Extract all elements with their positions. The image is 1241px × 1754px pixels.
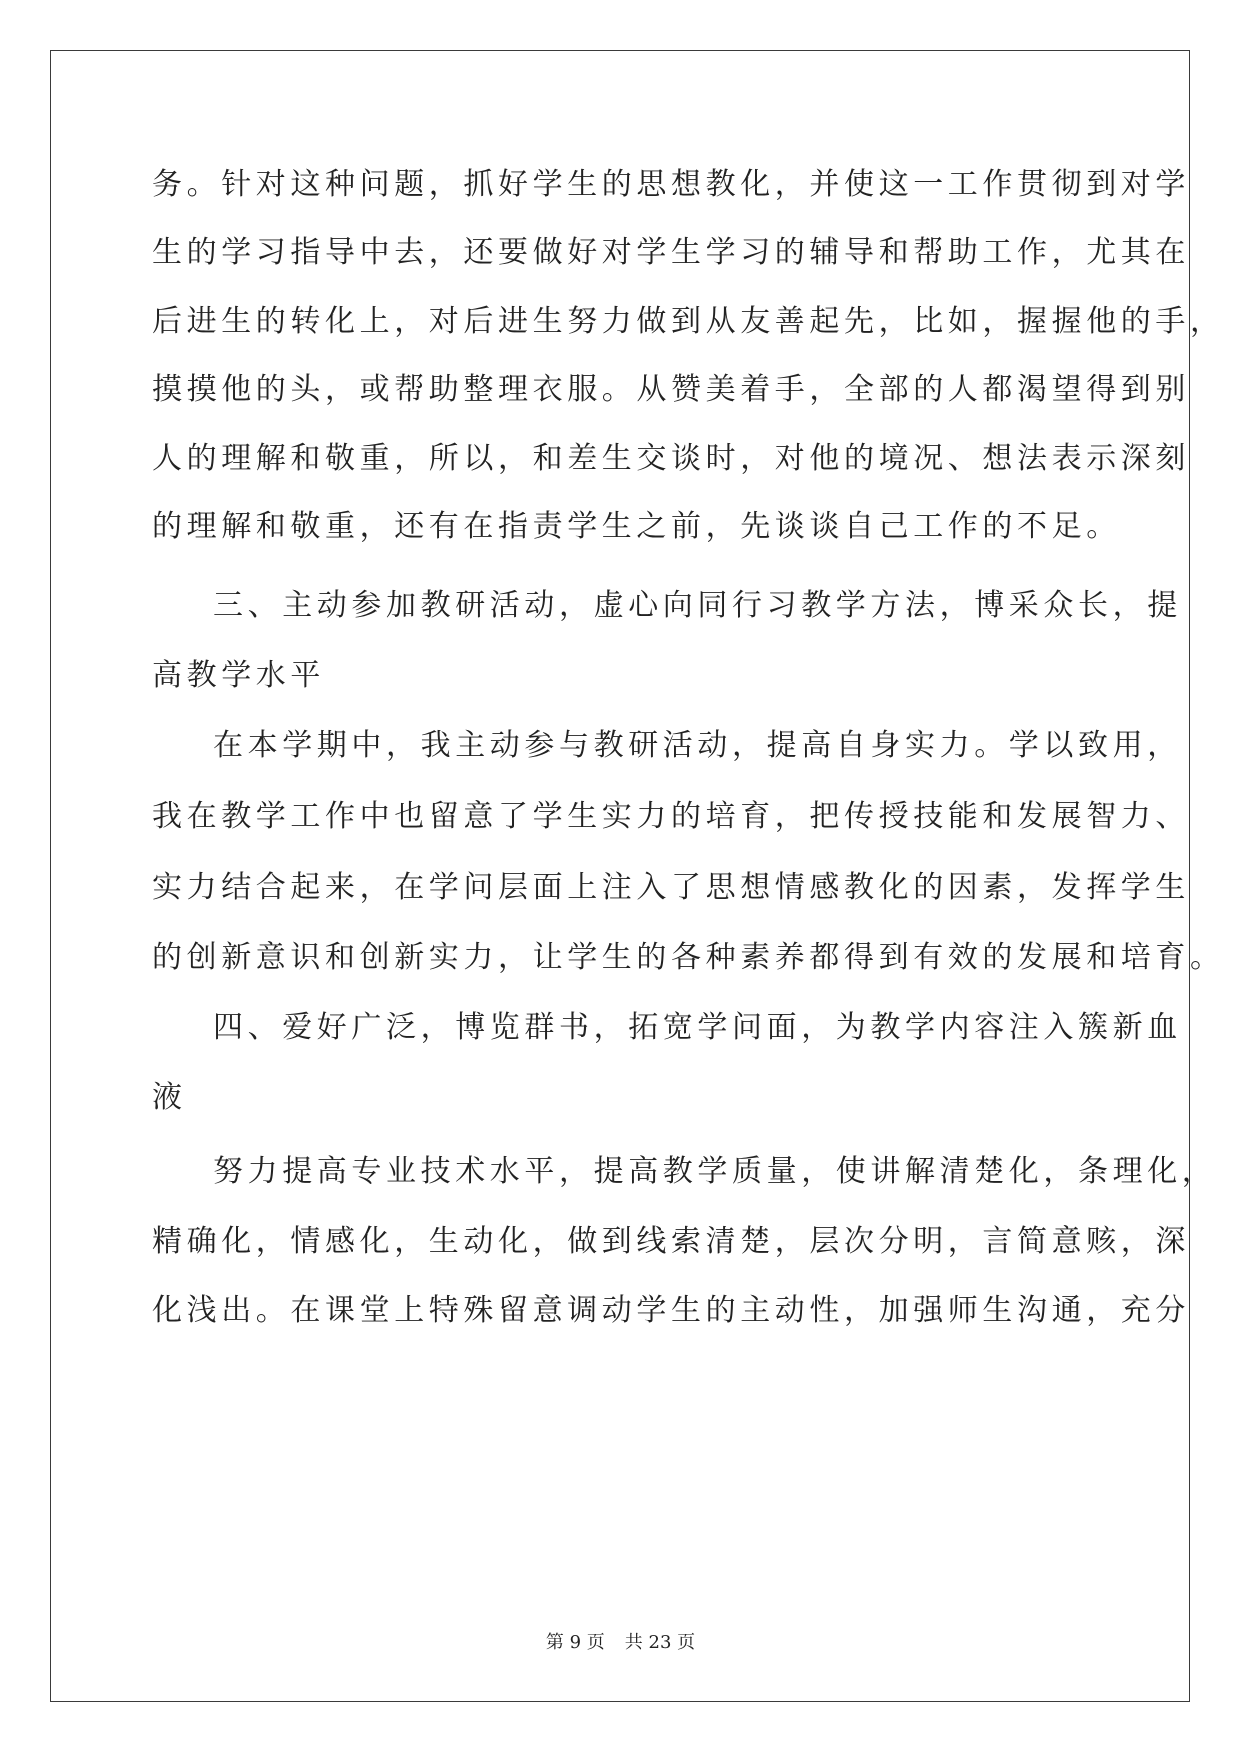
body-line: 生的学习指导中去，还要做好对学生学习的辅导和帮助工作，尤其在 <box>152 235 1190 270</box>
body-line: 实力结合起来，在学问层面上注入了思想情感教化的因素，发挥学生 <box>152 870 1190 905</box>
body-line: 化浅出。在课堂上特殊留意调动学生的主动性，加强师生沟通，充分 <box>152 1293 1190 1328</box>
body-line: 在本学期中，我主动参与教研活动，提高自身实力。学以致用， <box>213 728 1182 763</box>
body-line: 的理解和敬重，还有在指责学生之前，先谈谈自己工作的不足。 <box>152 509 1121 544</box>
body-line: 后进生的转化上，对后进生努力做到从友善起先，比如，握握他的手， <box>152 304 1225 339</box>
page-total: 共 23 页 <box>624 1632 696 1653</box>
body-line: 人的理解和敬重，所以，和差生交谈时，对他的境况、想法表示深刻 <box>152 441 1190 476</box>
page-number: 第 9 页 <box>545 1632 605 1653</box>
body-line: 精确化，情感化，生动化，做到线索清楚，层次分明，言简意赅，深 <box>152 1224 1190 1259</box>
body-line: 努力提高专业技术水平，提高教学质量，使讲解清楚化，条理化， <box>213 1154 1217 1189</box>
section-heading-line: 三、主动参加教研活动，虚心向同行习教学方法，博采众长，提 <box>213 588 1182 623</box>
body-line: 务。针对这种问题，抓好学生的思想教化，并使这一工作贯彻到对学 <box>152 167 1190 202</box>
page-footer <box>0 1631 1241 1655</box>
section-heading-line: 高教学水平 <box>152 658 325 693</box>
body-line: 的创新意识和创新实力，让学生的各种素养都得到有效的发展和培育。 <box>152 940 1225 975</box>
section-heading-line: 液 <box>152 1080 187 1115</box>
body-line: 我在教学工作中也留意了学生实力的培育，把传授技能和发展智力、 <box>152 799 1190 834</box>
section-heading-line: 四、爱好广泛，博览群书，拓宽学问面，为教学内容注入簇新血 <box>213 1010 1182 1045</box>
body-line: 摸摸他的头，或帮助整理衣服。从赞美着手，全部的人都渴望得到别 <box>152 372 1190 407</box>
